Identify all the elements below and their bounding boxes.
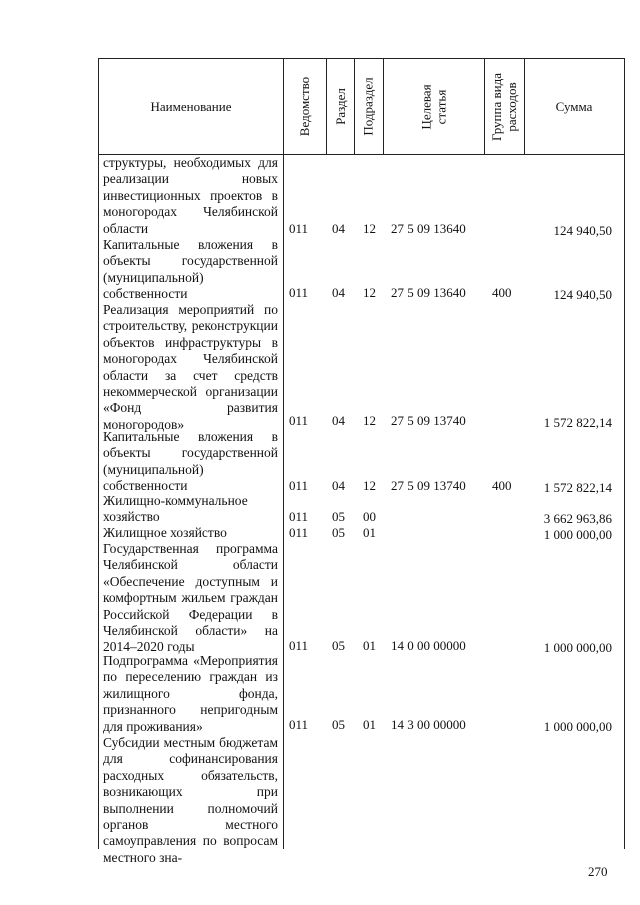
header-celevaya-statya: Целевая статья [418,83,449,130]
row-podrazdel: 01 [363,638,376,653]
row-gruppa: 400 [492,285,512,300]
row-celevaya-statya: 14 3 00 00000 [391,717,466,732]
row-razdel: 04 [332,221,345,236]
row-podrazdel: 01 [363,525,376,540]
row-vedomstvo: 011 [289,638,309,653]
row-celevaya-statya: 27 5 09 13640 [391,285,466,300]
row-razdel: 04 [332,285,345,300]
row-celevaya-statya: 27 5 09 13740 [391,413,466,428]
row-podrazdel: 00 [363,509,376,524]
row-vedomstvo: 011 [289,509,309,524]
row-name: Капитальные вложения в объекты государственной (муниципальной) собственности [103,237,278,302]
header-vedomstvo: Ведомство [297,76,312,137]
name-col-divider [283,59,284,849]
row-podrazdel: 12 [363,413,376,428]
row-name: Жилищно-коммунальное хозяйство [103,493,248,525]
row-vedomstvo: 011 [289,478,309,493]
row-summa: 3 662 963,86 [543,511,612,526]
row-celevaya-statya: 27 5 09 13740 [391,478,466,493]
row-name: структуры, необходимых для реализации новых инвестиционных проектов в моногородах Челябинской области [103,155,278,236]
header-podrazdel: Подраздел [361,77,377,136]
row-summa: 1 000 000,00 [543,640,612,655]
row-razdel: 05 [332,509,345,524]
header-summa: Сумма [555,98,593,114]
row-razdel: 04 [332,413,345,428]
row-podrazdel: 12 [363,285,376,300]
row-summa: 1 000 000,00 [543,719,612,734]
row-name: Государственная программа Челябинской области «Обеспечение доступным и комфортным жильем граждан Российской Федерации в Челябинской области» на 2014–2020 годы [103,541,278,655]
row-summa: 124 940,50 [553,223,612,238]
row-vedomstvo: 011 [289,525,309,540]
row-name: Капитальные вложения в объекты государственной (муниципальной) собственности [103,429,278,494]
page-number: 270 [588,864,608,879]
row-summa: 1 572 822,14 [543,480,612,495]
row-celevaya-statya: 27 5 09 13640 [391,221,466,236]
row-vedomstvo: 011 [289,285,309,300]
header-gruppa: Группа вида расходов [489,72,520,141]
row-podrazdel: 12 [363,221,376,236]
row-razdel: 05 [332,525,345,540]
row-vedomstvo: 011 [289,413,309,428]
row-summa: 124 940,50 [553,287,612,302]
row-name: Подпрограмма «Мероприятия по переселению граждан из жилищного фонда, признанного непригодным для проживания» [103,653,278,734]
header-name: Наименование [150,98,232,114]
row-razdel: 04 [332,478,345,493]
budget-table [98,58,625,865]
row-name: Субсидии местным бюджетам для софинансирования расходных обязательств, возникающих при выполнении полномочий органов местного самоуправления по вопросам местного зна- [103,735,278,865]
row-vedomstvo: 011 [289,221,309,236]
row-razdel: 05 [332,638,345,653]
row-podrazdel: 12 [363,478,376,493]
header-razdel: Раздел [332,88,348,125]
row-name: Жилищное хозяйство [103,525,227,540]
row-name: Реализация мероприятий по строительству, реконструкции объектов инфраструктуры в моногородах Челябинской области за счет средств некоммерческой организации «Фонд развития моногородов» [103,302,278,432]
row-vedomstvo: 011 [289,717,309,732]
row-summa: 1 572 822,14 [543,415,612,430]
row-razdel: 05 [332,717,345,732]
row-summa: 1 000 000,00 [543,527,612,542]
row-podrazdel: 01 [363,717,376,732]
row-gruppa: 400 [492,478,512,493]
row-celevaya-statya: 14 0 00 00000 [391,638,466,653]
